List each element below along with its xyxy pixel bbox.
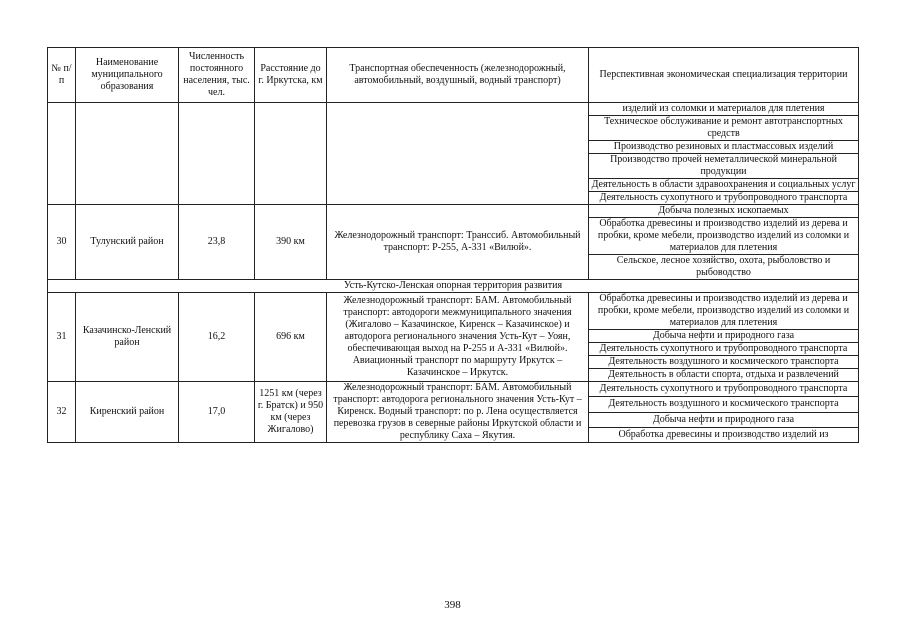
spec-cell: Деятельность в области здравоохранения и социальных услуг bbox=[589, 179, 859, 192]
population-value: 17,0 bbox=[179, 382, 255, 443]
cont-distance bbox=[255, 103, 327, 205]
municipal-table bbox=[47, 47, 859, 443]
section-row bbox=[48, 280, 859, 293]
distance-value: 696 км bbox=[255, 293, 327, 382]
header-specialization: Перспективная экономическая специализация территории bbox=[589, 48, 859, 103]
transport-description: Железнодорожный транспорт: БАМ. Автомобильный транспорт: автодорога регионального значения Усть-Кут – Киренск. Водный транспорт: по р. Лена осуществляется перевозка грузов в северные районы Иркутской области и республику Саха – Якутия. bbox=[327, 382, 589, 443]
cont-name bbox=[76, 103, 179, 205]
spec-cell: Добыча нефти и природного газа bbox=[589, 330, 859, 343]
distance-value: 1251 км (через г. Братск) и 950 км (через Жигалово) bbox=[255, 382, 327, 443]
spec-cell: Деятельность сухопутного и трубопроводного транспорта bbox=[589, 192, 859, 205]
spec-cell: Деятельность в области спорта, отдыха и развлечений bbox=[589, 369, 859, 382]
spec-cell: Добыча полезных ископаемых bbox=[589, 205, 859, 218]
row-num: 30 bbox=[48, 205, 76, 280]
table-row bbox=[48, 103, 859, 116]
cont-num bbox=[48, 103, 76, 205]
page-number: 398 bbox=[444, 599, 461, 611]
header-transport: Транспортная обеспеченность (железнодорожный, автомобильный, воздушный, водный транспорт) bbox=[327, 48, 589, 103]
spec-cell: Деятельность воздушного и космического транспорта bbox=[589, 356, 859, 369]
spec-cell: Обработка древесины и производство изделий из дерева и пробки, кроме мебели, производство изделий из соломки и материалов для плетения bbox=[589, 293, 859, 330]
transport-description: Железнодорожный транспорт: БАМ. Автомобильный транспорт: автодороги межмуниципального значения (Жигалово – Казачинское, Киренск – Казачинское) и автодорога регионального значения Усть-Кут – Уоян, обеспечивающая выход на Р-255 и А-331 «Вилюй». Авиационный транспорт по маршруту Иркутск – Казачинское – Иркутск. bbox=[327, 293, 589, 382]
cont-population bbox=[179, 103, 255, 205]
spec-cell: Деятельность сухопутного и трубопроводного транспорта bbox=[589, 343, 859, 356]
spec-cell: Производство прочей неметаллической минеральной продукции bbox=[589, 154, 859, 179]
spec-cell: Обработка древесины и производство изделий из bbox=[589, 427, 859, 442]
district-name: Казачинско-Ленский район bbox=[76, 293, 179, 382]
spec-cell: Техническое обслуживание и ремонт автотранспортных средств bbox=[589, 116, 859, 141]
table-row-32 bbox=[48, 382, 859, 397]
transport-description: Железнодорожный транспорт: Транссиб. Автомобильный транспорт: Р-255, А-331 «Вилюй». bbox=[327, 205, 589, 280]
spec-cell: Сельское, лесное хозяйство, охота, рыболовство и рыбоводство bbox=[589, 255, 859, 280]
district-name: Тулунский район bbox=[76, 205, 179, 280]
header-row bbox=[48, 48, 859, 103]
spec-cell: Деятельность воздушного и космического транспорта bbox=[589, 397, 859, 412]
table-row-30 bbox=[48, 205, 859, 218]
district-name: Киренский район bbox=[76, 382, 179, 443]
spec-cell: Производство резиновых и пластмассовых изделий bbox=[589, 141, 859, 154]
spec-cell: изделий из соломки и материалов для плетения bbox=[589, 103, 859, 116]
spec-cell: Добыча нефти и природного газа bbox=[589, 412, 859, 427]
table-row-31 bbox=[48, 293, 859, 330]
header-population: Численность постоянного населения, тыс. чел. bbox=[179, 48, 255, 103]
row-num: 32 bbox=[48, 382, 76, 443]
header-name: Наименование муниципального образования bbox=[76, 48, 179, 103]
population-value: 23,8 bbox=[179, 205, 255, 280]
spec-cell: Деятельность сухопутного и трубопроводного транспорта bbox=[589, 382, 859, 397]
cont-transport bbox=[327, 103, 589, 205]
section-title: Усть-Кутско-Ленская опорная территория развития bbox=[48, 280, 859, 293]
population-value: 16,2 bbox=[179, 293, 255, 382]
distance-value: 390 км bbox=[255, 205, 327, 280]
row-num: 31 bbox=[48, 293, 76, 382]
spec-cell: Обработка древесины и производство изделий из дерева и пробки, кроме мебели, производство изделий из соломки и материалов для плетения bbox=[589, 218, 859, 255]
header-distance: Расстояние до г. Иркутска, км bbox=[255, 48, 327, 103]
header-num: № п/п bbox=[48, 48, 76, 103]
